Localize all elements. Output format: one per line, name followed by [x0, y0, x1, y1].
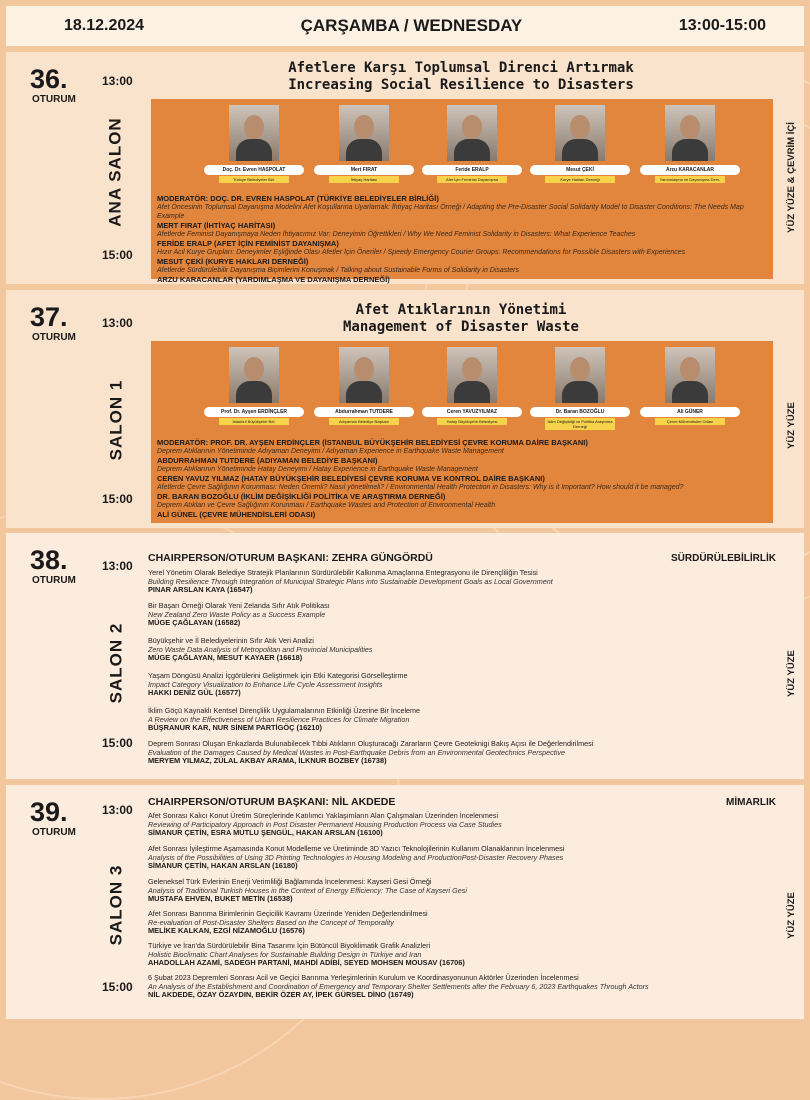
panel-line: DR. BARAN BOZOĞLU (İKLİM DEĞİŞİKLİĞİ POLİTİKA VE ARAŞTIRMA DERNEĞİ): [157, 492, 446, 501]
panel-line: ARZU KARACANLAR (YARDIMLAŞMA VE DAYANIŞMA DERNEĞİ): [157, 275, 390, 284]
speaker-name: Doç. Dr. Evren HASPOLAT: [204, 165, 304, 175]
panel-line: Deprem Atıklarının Yönetiminde Hatay Deneyimi / Hatay Experience in Earthquake Waste Management: [157, 466, 478, 473]
speaker-card: [635, 105, 745, 183]
paper-item: Geleneksel Türk Evlerinin Enerji Verimliliği Bağlamında İncelenmesi: Kayseri Gesi Örneği Analysis of Traditional Turkish Houses in the Context of Energy Efficiency: The Case of Kayseri Gesi MUSTAFA EHVEN, BUKET METİN (16538): [148, 877, 467, 904]
speaker-photo: [229, 347, 279, 403]
panel-line: Deprem Atıkları ve Çevre Sağlığının Korunması / Earthquake Wastes and Protection of Environmental Health: [157, 502, 496, 509]
speaker-affiliation: Yardımlaşma ve Dayanışma Dern.: [655, 176, 725, 183]
panel-title-en: Increasing Social Resilience to Disasters: [288, 77, 634, 93]
speaker-name: Mesut ÇEKİ: [530, 165, 630, 175]
speaker-row: [151, 341, 773, 436]
panel-lines: [157, 438, 769, 519]
start-time: 13:00: [102, 316, 133, 330]
panel-line: Afetlerde Feminist Dayanışmaya Neden İhtiyacımız Var: Deneyimin Öğrettikleri / Why We Need Feminist Solidarity in Disasters: What Experience Teaches: [157, 231, 636, 238]
speaker-photo: [447, 347, 497, 403]
paper-item: Afet Sonrası İyileştirme Aşamasında Konut Modelleme ve Üretiminde 3D Yazıcı Teknolojilerinin Kullanım Olanaklarının İncelenmesi Analysis of the Possibilities of Using 3D Printing Technologies in Housing Modeling and ProductionPost-Disaster Recovery Phases SİMANUR ÇETİN, HAKAN ARSLAN (16180): [148, 844, 565, 871]
session-topic: MİMARLIK: [726, 797, 776, 808]
hall-name: ANA SALON: [106, 117, 125, 227]
speaker-affiliation: İklim Değişikliği ve Politika Araştırma Derneği: [545, 418, 615, 430]
paper-item: Afet Sonrası Kalıcı Konut Üretim Süreçlerinde Katılımcı Yaklaşımların Alan Çalışmaları Üzerinden İncelenmesi Reviewing of Participatory Approach in Post Disaster Permanent Housing Production Process via Case Studies SİMANUR ÇETİN, ESRA MUTLU ŞENGÜL, HAKAN ARSLAN (16100): [148, 811, 502, 838]
speaker-affiliation: İstanbul Büyükşehir Bel.: [219, 418, 289, 425]
paper-item: Büyükşehir ve İl Belediyelerinin Sıfır Atık Veri Analizi Zero Waste Data Analysis of Metropolitan and Provincial Municipalities MÜGE ÇAĞLAYAN, MESUT KAYAER (16618): [148, 636, 373, 663]
start-time: 13:00: [102, 803, 133, 817]
speaker-name: Mert FIRAT: [314, 165, 414, 175]
speaker-photo: [229, 105, 279, 161]
speaker-name: Arzu KARACANLAR: [640, 165, 740, 175]
session-label: OTURUM: [32, 332, 76, 343]
paper-item: Deprem Sonrası Oluşan Enkazlarda Bulunabilecek Tıbbi Atıkların Oluşturacağı Zararların Çevre Geoteknigi Bakış Açısı ile Değerlendirilmesi Evaluation of the Damages Caused by Medical Wastes in Post-Earthquake Debris from an Environmental Geotechnics Perspective MERYEM YILMAZ, ZÜLAL AKBAY ARAMA, İLKNUR BOZBEY (16738): [148, 739, 594, 766]
panel-box: [151, 341, 773, 523]
session-38: [6, 533, 804, 779]
panel-title-en: Management of Disaster Waste: [342, 319, 579, 335]
header-day: ÇARŞAMBA / WEDNESDAY: [300, 16, 523, 35]
session-label: OTURUM: [32, 827, 76, 838]
panel-line: MODERATÖR: PROF. DR. AYŞEN ERDİNÇLER (İSTANBUL BÜYÜKŞEHİR BELEDİYESİ ÇEVRE KORUMA DAİRE BAŞKANI): [157, 438, 588, 447]
paper-item: Yerel Yönetim Olarak Belediye Stratejik Planlarının Sürdürülebilir Kalkınma Amaçlarına Entegrasyonu ile Dirençliliğin Tesisi Building Resilience Through Integration of Municipal Strategic Plans into Sustainable Development Goals as Local Government PINAR ARSLAN KAYA (16547): [148, 568, 553, 595]
speaker-photo: [555, 347, 605, 403]
speaker-affiliation: Kurye Hakları Derneği: [545, 176, 615, 183]
session-number: 39.: [30, 797, 68, 827]
session-mode: YÜZ YÜZE: [785, 891, 797, 939]
chairperson: CHAIRPERSON/OTURUM BAŞKANI: NİL AKDEDE: [148, 796, 396, 808]
speaker-card: [417, 105, 527, 183]
panel-line: Afetlerde Çevre Sağlığının Korunması: Neden Önemli? Nasıl yönetilmeli? / Environmental Health Protection in Disasters: Why is it Important? How should it be managed?: [157, 484, 684, 491]
end-time: 15:00: [102, 248, 133, 262]
session-36: [6, 52, 804, 284]
session-39: [6, 785, 804, 1019]
panel-title-tr: Afet Atıklarının Yönetimi: [355, 302, 567, 318]
speaker-card: [525, 347, 635, 430]
speaker-affiliation: Hatay Büyükşehir Belediyesi: [437, 418, 507, 425]
panel-line: CEREN YAVUZ YILMAZ (HATAY BÜYÜKŞEHİR BELEDİYESİ ÇEVRE KORUMA VE KONTROL DAİRE BAŞKANI): [157, 474, 545, 483]
speaker-name: Ceren YAVUZYILMAZ: [422, 407, 522, 417]
speaker-name: Abdurrahman TUTDERE: [314, 407, 414, 417]
end-time: 15:00: [102, 492, 133, 506]
header-date: 18.12.2024: [64, 17, 145, 34]
start-time: 13:00: [102, 74, 133, 88]
speaker-card: [525, 105, 635, 183]
speaker-affiliation: Türkiye Belediyeler Birl.: [219, 176, 289, 183]
speaker-photo: [665, 347, 715, 403]
end-time: 15:00: [102, 736, 133, 750]
speaker-card: [199, 105, 309, 183]
hall-name: SALON 2: [106, 622, 125, 704]
paper-item: Bir Başarı Örneği Olarak Yeni Zelanda Sıfır Atık Politikası New Zealand Zero Waste Policy as a Success Example MÜGE ÇAĞLAYAN (16582): [148, 601, 330, 628]
panel-title-tr: Afetlere Karşı Toplumsal Direnci Artırmak: [288, 60, 634, 76]
session-37: [6, 290, 804, 528]
header-time: 13:00-15:00: [678, 17, 766, 34]
speaker-name: Ali GÜNER: [640, 407, 740, 417]
speaker-row: [151, 99, 773, 194]
panel-line: MERT FIRAT (İHTİYAÇ HARİTASI): [157, 221, 276, 230]
speaker-affiliation: Adıyaman Belediye Başkanı: [329, 418, 399, 425]
session-label: OTURUM: [32, 575, 76, 586]
speaker-card: [309, 347, 419, 425]
session-mode: YÜZ YÜZE & ÇEVRİM İÇİ: [785, 121, 797, 233]
session-topic: SÜRDÜRÜLEBİLİRLİK: [671, 553, 776, 564]
end-time: 15:00: [102, 980, 133, 994]
panel-line: Afetlerde Sürdürülebilir Dayanışma Biçimlerini Konuşmak / Talking about Sustainable Forms of Solidarity in Disasters: [157, 267, 519, 274]
speaker-affiliation: Afet İçin Feminist Dayanışma: [437, 176, 507, 183]
paper-item: Yaşam Döngüsü Analizi İçgörülerini Geliştirmek için Etki Kategorisi Görselleştirme Impact Category Visualization to Enhance Life Cycle Assessment Insights HAKKI DENİZ GÜL (16577): [148, 671, 408, 698]
panel-box: [151, 99, 773, 284]
paper-item: 6 Şubat 2023 Depremleri Sonrası Acil ve Geçici Barınma Yerleşimlerinin Kurulum ve Koordinasyonunun Aktörler Üzerinden İncelenmesi An Analysis of the Establishment and Coordination of Emergency and Temporary Shelter Settlements after the February 6, 2023 Earthquakes Through Actors NİL AKDEDE, ÖZAY ÖZAYDIN, BEKİR ÖZER AY, İPEK GÜRSEL DİNO (16749): [148, 973, 649, 1000]
panel-line: FERİDE ERALP (AFET İÇİN FEMİNİST DAYANIŞMA): [157, 239, 339, 248]
panel-line: Hızır Acil Kurye Grupları: Deneyimler Eşliğinde Olası Afetler İçin Öneriler / Speedy Emergency Courier Groups: Recommendations for Possible Disasters with Experiences: [157, 249, 686, 256]
panel-line: MESUT ÇEKİ (KURYE HAKLARI DERNEĞİ): [157, 257, 309, 266]
session-mode: YÜZ YÜZE: [785, 649, 797, 697]
speaker-photo: [447, 105, 497, 161]
panel-line: ABDURRAHMAN TUTDERE (ADIYAMAN BELEDİYE BAŞKANI): [157, 456, 378, 465]
session-mode: YÜZ YÜZE: [785, 401, 797, 449]
speaker-affiliation: İhtiyaç Haritası: [329, 176, 399, 183]
panel-line: MODERATÖR: DOÇ. DR. EVREN HASPOLAT (TÜRKİYE BELEDİYELER BİRLİĞİ): [157, 194, 439, 203]
speaker-name: Prof. Dr. Ayşen ERDİNÇLER: [204, 407, 304, 417]
speaker-photo: [555, 105, 605, 161]
speaker-name: Feride ERALP: [422, 165, 522, 175]
session-number: 37.: [30, 302, 68, 332]
speaker-card: [635, 347, 745, 425]
speaker-photo: [665, 105, 715, 161]
speaker-card: [417, 347, 527, 425]
paper-item: Afet Sonrası Barınma Birimlerinin Geçicilik Kavramı Üzerinde Yeniden Değerlendirilmesi Re-evaluation of Post-Disaster Shelters Based on the Concept of Temporality MELİKE KALKAN, EZGİ NİZAMOĞLU (16576): [148, 909, 428, 936]
date-header: [6, 6, 804, 46]
paper-item: İklim Göçü Kaynaklı Kentsel Dirençlilik Uygulamalarının Etkinliği Üzerine Bir İnceleme A Review on the Effectiveness of Urban Resilience Practices for Climate Migration BÜŞRANUR KAR, NUR SİNEM PARTİGÖÇ (16210): [148, 706, 421, 733]
panel-line: Deprem Atıklarının Yönetiminde Adıyaman Deneyimi / Adıyaman Experience in Earthquake Waste Management: [157, 448, 504, 455]
speaker-affiliation: Çevre Mühendisleri Odası: [655, 418, 725, 425]
hall-name: SALON 3: [106, 864, 125, 946]
panel-lines: [157, 194, 769, 284]
speaker-card: [309, 105, 419, 183]
hall-name: SALON 1: [106, 379, 125, 461]
chairperson: CHAIRPERSON/OTURUM BAŞKANI: ZEHRA GÜNGÖRDÜ: [148, 552, 433, 564]
speaker-card: [199, 347, 309, 425]
paper-item: Türkiye ve İran'da Sürdürülebilir Bina Tasarımı İçin Bütüncül Biyoklimatik Grafik Analizleri Holistic Bioclimatic Chart Analyses for Sustainable Building Design in Türkiye and Iran AHADOLLAH AZAMİ, SADEGH PARTANİ, MAHDİ ADİBİ, SEYED MOHSEN MOUSAV (16706): [148, 941, 465, 968]
panel-line: ALİ GÜNEL (ÇEVRE MÜHENDİSLERİ ODASI): [157, 510, 316, 519]
panel-line: Afet Öncesinin Toplumsal Dayanışma Modelini Afet Koşullarına Uyarlamak: İhtiyaç Haritası Örneği / Adapting the Pre-Disaster Social Solidarity Model to Disaster Conditions: The Needs Map Example: [157, 204, 744, 220]
session-number: 36.: [30, 64, 68, 94]
speaker-photo: [339, 105, 389, 161]
session-label: OTURUM: [32, 94, 76, 105]
session-number: 38.: [30, 545, 68, 575]
start-time: 13:00: [102, 559, 133, 573]
speaker-name: Dr. Baran BOZOĞLU: [530, 407, 630, 417]
speaker-photo: [339, 347, 389, 403]
